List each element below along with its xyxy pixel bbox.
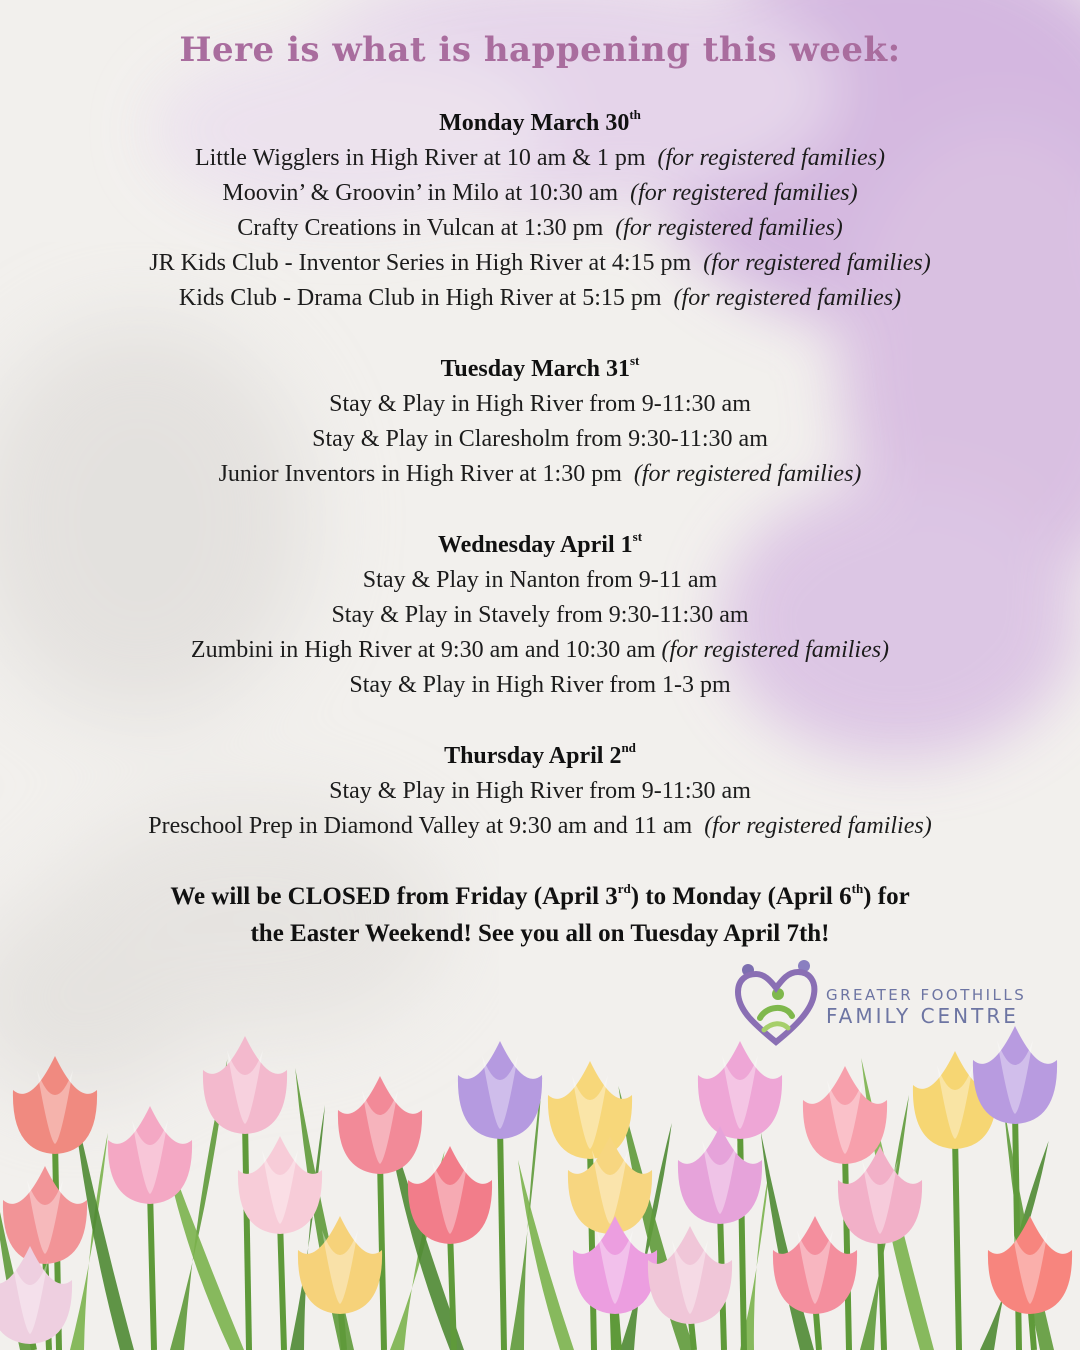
event-note: (for registered families) [657,145,886,171]
event-line [0,281,1080,316]
logo-line-1: GREATER FOOTHILLS [826,986,1027,1004]
event-line [0,141,1080,176]
event-line [0,387,1080,422]
closure-line-1 [0,878,1080,915]
tulip-bloom [988,1216,1072,1350]
closure-text: ) to Monday (April 6 [630,883,852,910]
event-line [0,598,1080,633]
closure-text: ) for [863,883,910,910]
event-line [0,246,1080,281]
day-label: Monday March 30 [439,110,630,136]
day-monday [0,106,1080,316]
tulip-bloom [573,1216,657,1350]
day-label: Wednesday April 1 [437,532,633,558]
event-text: Stay & Play in Stavely from 9:30-11:30 am [331,602,749,628]
event-line [0,668,1080,703]
tulip-leaf [620,1123,672,1350]
event-line [0,633,1080,668]
event-text: Stay & Play in Claresholm from 9:30-11:30 am [312,426,768,452]
closure-line-2: the Easter Weekend! See you all on Tuesday April 7th! [250,920,830,947]
tulip-leaf [518,1160,574,1350]
event-text: Crafty Creations in Vulcan at 1:30 pm [237,215,604,241]
event-line [0,457,1080,492]
event-text: Stay & Play in High River from 9-11:30 am [329,391,751,417]
event-text: Stay & Play in High River from 1-3 pm [349,672,731,698]
closure-notice [0,878,1080,952]
event-text: Preschool Prep in Diamond Valley at 9:30 am and 11 am [148,813,693,839]
day-suffix: st [632,529,643,544]
event-line [0,211,1080,246]
event-line [0,176,1080,211]
event-note: (for registered families) [673,285,902,311]
event-note: (for registered families) [704,813,932,839]
event-line [0,809,1080,844]
day-label: Thursday April 2 [444,743,622,769]
logo-line-2: FAMILY CENTRE [826,1004,1019,1028]
page-title: Here is what is happening this week: [179,30,901,70]
closure-suffix: rd [617,881,631,896]
tulip-illustration [0,1010,1080,1350]
event-text: Junior Inventors in High River at 1:30 pm [218,461,622,487]
day-wednesday [0,528,1080,703]
event-text: Zumbini in High River at 9:30 am and 10:30 am [190,637,656,663]
event-note: (for registered families) [615,215,843,241]
day-suffix: th [629,107,641,122]
event-text: Stay & Play in Nanton from 9-11 am [362,567,718,593]
event-text: Kids Club - Drama Club in High River at 5:15 pm [178,285,662,311]
closure-suffix: th [851,881,864,896]
event-text: Little Wigglers in High River at 10 am & 1 pm [194,145,646,171]
day-heading [0,352,1080,387]
event-note: (for registered families) [630,180,858,206]
event-text: JR Kids Club - Inventor Series in High River at 4:15 pm [149,250,692,276]
day-suffix: st [629,353,640,368]
tulip-bloom [298,1216,382,1350]
family-heart-icon [734,958,818,1046]
event-text: Moovin’ & Groovin’ in Milo at 10:30 am [222,180,619,206]
day-suffix: nd [621,740,636,755]
logo-wordmark [826,988,1026,1026]
day-thursday [0,739,1080,844]
event-line [0,563,1080,598]
event-note: (for registered families) [661,637,890,663]
day-heading [0,739,1080,774]
day-heading [0,106,1080,141]
event-line [0,422,1080,457]
event-line [0,774,1080,809]
day-tuesday [0,352,1080,492]
event-note: (for registered families) [633,461,862,487]
day-heading [0,528,1080,563]
organization-logo [734,958,1044,1046]
day-label: Tuesday March 31 [440,356,630,382]
closure-text: We will be CLOSED from Friday (April 3 [170,883,618,910]
event-note: (for registered families) [703,250,931,276]
event-text: Stay & Play in High River from 9-11:30 am [329,778,751,804]
